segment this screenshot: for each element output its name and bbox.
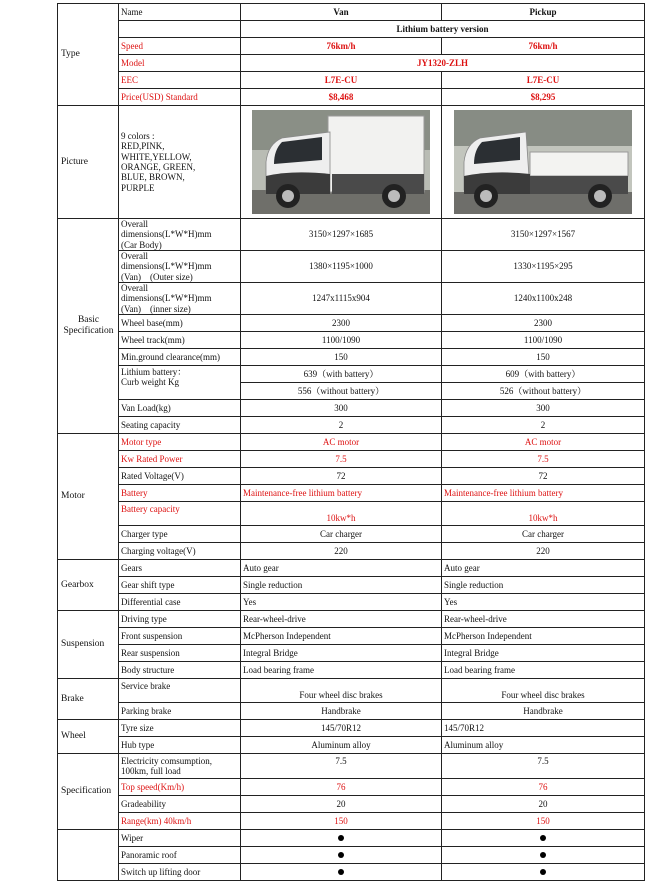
diff-pickup: Yes bbox=[442, 594, 645, 611]
version-title: Lithium battery version bbox=[241, 21, 645, 38]
shift-pickup: Single reduction bbox=[442, 577, 645, 594]
diff-label: Differential case bbox=[119, 594, 241, 611]
top-speed-pickup: 76 bbox=[442, 779, 645, 796]
dims-inner-label-line2: (Van) (inner size) bbox=[121, 303, 191, 314]
parking-brake-label: Parking brake bbox=[119, 703, 241, 720]
gradeability-pickup: 20 bbox=[442, 796, 645, 813]
gears-van: Auto gear bbox=[241, 560, 442, 577]
gears-label: Gears bbox=[119, 560, 241, 577]
shift-van: Single reduction bbox=[241, 577, 442, 594]
body-structure-pickup: Load bearing frame bbox=[442, 662, 645, 679]
van-header: Van bbox=[241, 4, 442, 21]
gradeability-label: Gradeability bbox=[119, 796, 241, 813]
group-basic-line2: Specification bbox=[63, 326, 114, 337]
consumption-label-line1: Electricity comsumption, bbox=[121, 755, 212, 766]
front-susp-van: McPherson Independent bbox=[241, 628, 442, 645]
group-wheel: Wheel bbox=[58, 720, 119, 754]
dims-inner-label bbox=[119, 283, 241, 315]
price-label: Price(USD) Standard bbox=[119, 89, 241, 106]
wiper-label: Wiper bbox=[119, 830, 241, 847]
filled-circle-icon bbox=[540, 869, 546, 875]
lifting-label: Switch up lifting door bbox=[119, 864, 241, 881]
body-structure-van: Load bearing frame bbox=[241, 662, 442, 679]
driving-van: Rear-wheel-drive bbox=[241, 611, 442, 628]
group-picture: Picture bbox=[58, 106, 119, 219]
rear-susp-van: Integral Bridge bbox=[241, 645, 442, 662]
battery-label: Battery bbox=[119, 485, 241, 502]
spec-sheet-table bbox=[57, 3, 645, 881]
filled-circle-icon bbox=[338, 852, 344, 858]
group-basic-line1: Basic bbox=[77, 315, 100, 326]
motor-type-label: Motor type bbox=[119, 434, 241, 451]
diff-van: Yes bbox=[241, 594, 442, 611]
dims-outer-label-line1: Overall dimensions(L*W*H)mm bbox=[121, 251, 212, 272]
top-speed-van: 76 bbox=[241, 779, 442, 796]
parking-brake-pickup: Handbrake bbox=[442, 703, 645, 720]
charging-pickup: 220 bbox=[442, 543, 645, 560]
lifting-pickup bbox=[442, 864, 645, 881]
group-brake: Brake bbox=[58, 679, 119, 720]
tyre-label: Tyre size bbox=[119, 720, 241, 737]
van-load-van: 300 bbox=[241, 400, 442, 417]
charger-van: Car charger bbox=[241, 526, 442, 543]
price-van: $8,468 bbox=[241, 89, 442, 106]
body-structure-label: Body structure bbox=[119, 662, 241, 679]
pickup-header: Pickup bbox=[442, 4, 645, 21]
seating-pickup: 2 bbox=[442, 417, 645, 434]
rear-susp-label: Rear suspension bbox=[119, 645, 241, 662]
eec-van: L7E-CU bbox=[241, 72, 442, 89]
range-pickup: 150 bbox=[442, 813, 645, 830]
pickup-photo bbox=[454, 110, 632, 214]
speed-pickup: 76km/h bbox=[442, 38, 645, 55]
wheel-base-pickup: 2300 bbox=[442, 315, 645, 332]
wheel-track-van: 1100/1090 bbox=[241, 332, 442, 349]
group-suspension: Suspension bbox=[58, 611, 119, 679]
price-pickup: $8,295 bbox=[442, 89, 645, 106]
driving-label: Driving type bbox=[119, 611, 241, 628]
dims-body-van: 3150×1297×1685 bbox=[241, 219, 442, 251]
battery-van: Maintenance-free lithium battery bbox=[241, 485, 442, 502]
wiper-van bbox=[241, 830, 442, 847]
battery-pickup: Maintenance-free lithium battery bbox=[442, 485, 645, 502]
color-line: WHITE,YELLOW, bbox=[121, 151, 192, 162]
name-label: Name bbox=[119, 4, 241, 21]
dims-inner-van: 1247x1115x904 bbox=[241, 283, 442, 315]
motor-type-pickup: AC motor bbox=[442, 434, 645, 451]
color-line: BLUE, BROWN, bbox=[121, 172, 185, 183]
gears-pickup: Auto gear bbox=[442, 560, 645, 577]
color-line: PURPLE bbox=[121, 182, 155, 193]
voltage-pickup: 72 bbox=[442, 468, 645, 485]
panoramic-pickup bbox=[442, 847, 645, 864]
filled-circle-icon bbox=[338, 835, 344, 841]
dims-body-label-line2: (Car Body) bbox=[121, 239, 162, 250]
clearance-van: 150 bbox=[241, 349, 442, 366]
dims-body-pickup: 3150×1297×1567 bbox=[442, 219, 645, 251]
consumption-van: 7.5 bbox=[241, 754, 442, 779]
consumption-label bbox=[119, 754, 241, 779]
seating-van: 2 bbox=[241, 417, 442, 434]
curb-label-line2: Curb weight Kg bbox=[121, 377, 179, 388]
wheel-track-pickup: 1100/1090 bbox=[442, 332, 645, 349]
van-load-label: Van Load(kg) bbox=[119, 400, 241, 417]
group-basic-spec bbox=[58, 219, 119, 434]
colors-list bbox=[119, 106, 241, 219]
clearance-pickup: 150 bbox=[442, 349, 645, 366]
rear-susp-pickup: Integral Bridge bbox=[442, 645, 645, 662]
color-line: ORANGE, GREEN, bbox=[121, 162, 196, 172]
filled-circle-icon bbox=[540, 835, 546, 841]
range-label: Range(km) 40km/h bbox=[119, 813, 241, 830]
dims-body-label-line1: Overall dimensions(L*W*H)mm bbox=[121, 219, 212, 240]
shift-label: Gear shift type bbox=[119, 577, 241, 594]
charger-label: Charger type bbox=[119, 526, 241, 543]
colors-title: 9 colors : bbox=[121, 130, 155, 141]
eec-pickup: L7E-CU bbox=[442, 72, 645, 89]
wheel-base-label: Wheel base(mm) bbox=[119, 315, 241, 332]
power-van: 7.5 bbox=[241, 451, 442, 468]
curb-label-line1: Lithium battery： bbox=[121, 367, 187, 378]
group-gearbox: Gearbox bbox=[58, 560, 119, 611]
group-type: Type bbox=[58, 4, 119, 106]
hub-pickup: Aluminum alloy bbox=[442, 737, 645, 754]
front-susp-label: Front suspension bbox=[119, 628, 241, 645]
capacity-pickup: 10kw*h bbox=[442, 502, 645, 526]
color-line: RED,PINK, bbox=[121, 141, 165, 152]
clearance-label: Min.ground clearance(mm) bbox=[119, 349, 241, 366]
gradeability-van: 20 bbox=[241, 796, 442, 813]
filled-circle-icon bbox=[338, 869, 344, 875]
voltage-van: 72 bbox=[241, 468, 442, 485]
filled-circle-icon bbox=[540, 852, 546, 858]
curb-van-without: 556（without battery） bbox=[241, 383, 442, 400]
voltage-label: Rated Voltage(V) bbox=[119, 468, 241, 485]
lifting-van bbox=[241, 864, 442, 881]
model-label: Model bbox=[119, 55, 241, 72]
service-brake-label: Service brake bbox=[119, 679, 241, 703]
curb-van-with: 639（with battery） bbox=[241, 366, 442, 383]
dims-inner-label-line1: Overall dimensions(L*W*H)mm bbox=[121, 283, 212, 304]
capacity-label: Battery capacity bbox=[119, 502, 241, 526]
dims-body-label bbox=[119, 219, 241, 251]
hub-label: Hub type bbox=[119, 737, 241, 754]
seating-label: Seating capacity bbox=[119, 417, 241, 434]
service-brake-van: Four wheel disc brakes bbox=[241, 679, 442, 703]
van-load-pickup: 300 bbox=[442, 400, 645, 417]
speed-van: 76km/h bbox=[241, 38, 442, 55]
van-photo-cell bbox=[241, 106, 442, 219]
dims-outer-label-line2: (Van) (Outer size) bbox=[121, 271, 193, 282]
dims-outer-label bbox=[119, 251, 241, 283]
pickup-photo-cell bbox=[442, 106, 645, 219]
charger-pickup: Car charger bbox=[442, 526, 645, 543]
tyre-van: 145/70R12 bbox=[241, 720, 442, 737]
charging-van: 220 bbox=[241, 543, 442, 560]
group-motor: Motor bbox=[58, 434, 119, 560]
panoramic-label: Panoramic roof bbox=[119, 847, 241, 864]
front-susp-pickup: McPherson Independent bbox=[442, 628, 645, 645]
charging-label: Charging voltage(V) bbox=[119, 543, 241, 560]
model-value: JY1320-ZLH bbox=[241, 55, 645, 72]
dims-outer-van: 1380×1195×1000 bbox=[241, 251, 442, 283]
top-speed-label: Top speed(Km/h) bbox=[119, 779, 241, 796]
service-brake-pickup: Four wheel disc brakes bbox=[442, 679, 645, 703]
tyre-pickup: 145/70R12 bbox=[442, 720, 645, 737]
curb-pickup-with: 609（with battery） bbox=[442, 366, 645, 383]
power-pickup: 7.5 bbox=[442, 451, 645, 468]
dims-outer-pickup: 1330×1195×295 bbox=[442, 251, 645, 283]
panoramic-van bbox=[241, 847, 442, 864]
driving-pickup: Rear-wheel-drive bbox=[442, 611, 645, 628]
group-specification: Specification bbox=[58, 754, 119, 830]
version-blank bbox=[119, 21, 241, 38]
consumption-label-line2: 100km, full load bbox=[121, 766, 181, 777]
curb-pickup-without: 526（without battery） bbox=[442, 383, 645, 400]
wheel-base-van: 2300 bbox=[241, 315, 442, 332]
capacity-van: 10kw*h bbox=[241, 502, 442, 526]
wiper-pickup bbox=[442, 830, 645, 847]
wheel-track-label: Wheel track(mm) bbox=[119, 332, 241, 349]
van-photo bbox=[252, 110, 430, 214]
parking-brake-van: Handbrake bbox=[241, 703, 442, 720]
motor-type-van: AC motor bbox=[241, 434, 442, 451]
hub-van: Aluminum alloy bbox=[241, 737, 442, 754]
group-extras bbox=[58, 830, 119, 881]
curb-label bbox=[119, 366, 241, 400]
dims-inner-pickup: 1240x1100x248 bbox=[442, 283, 645, 315]
consumption-pickup: 7.5 bbox=[442, 754, 645, 779]
power-label: Kw Rated Power bbox=[119, 451, 241, 468]
range-van: 150 bbox=[241, 813, 442, 830]
eec-label: EEC bbox=[119, 72, 241, 89]
speed-label: Speed bbox=[119, 38, 241, 55]
